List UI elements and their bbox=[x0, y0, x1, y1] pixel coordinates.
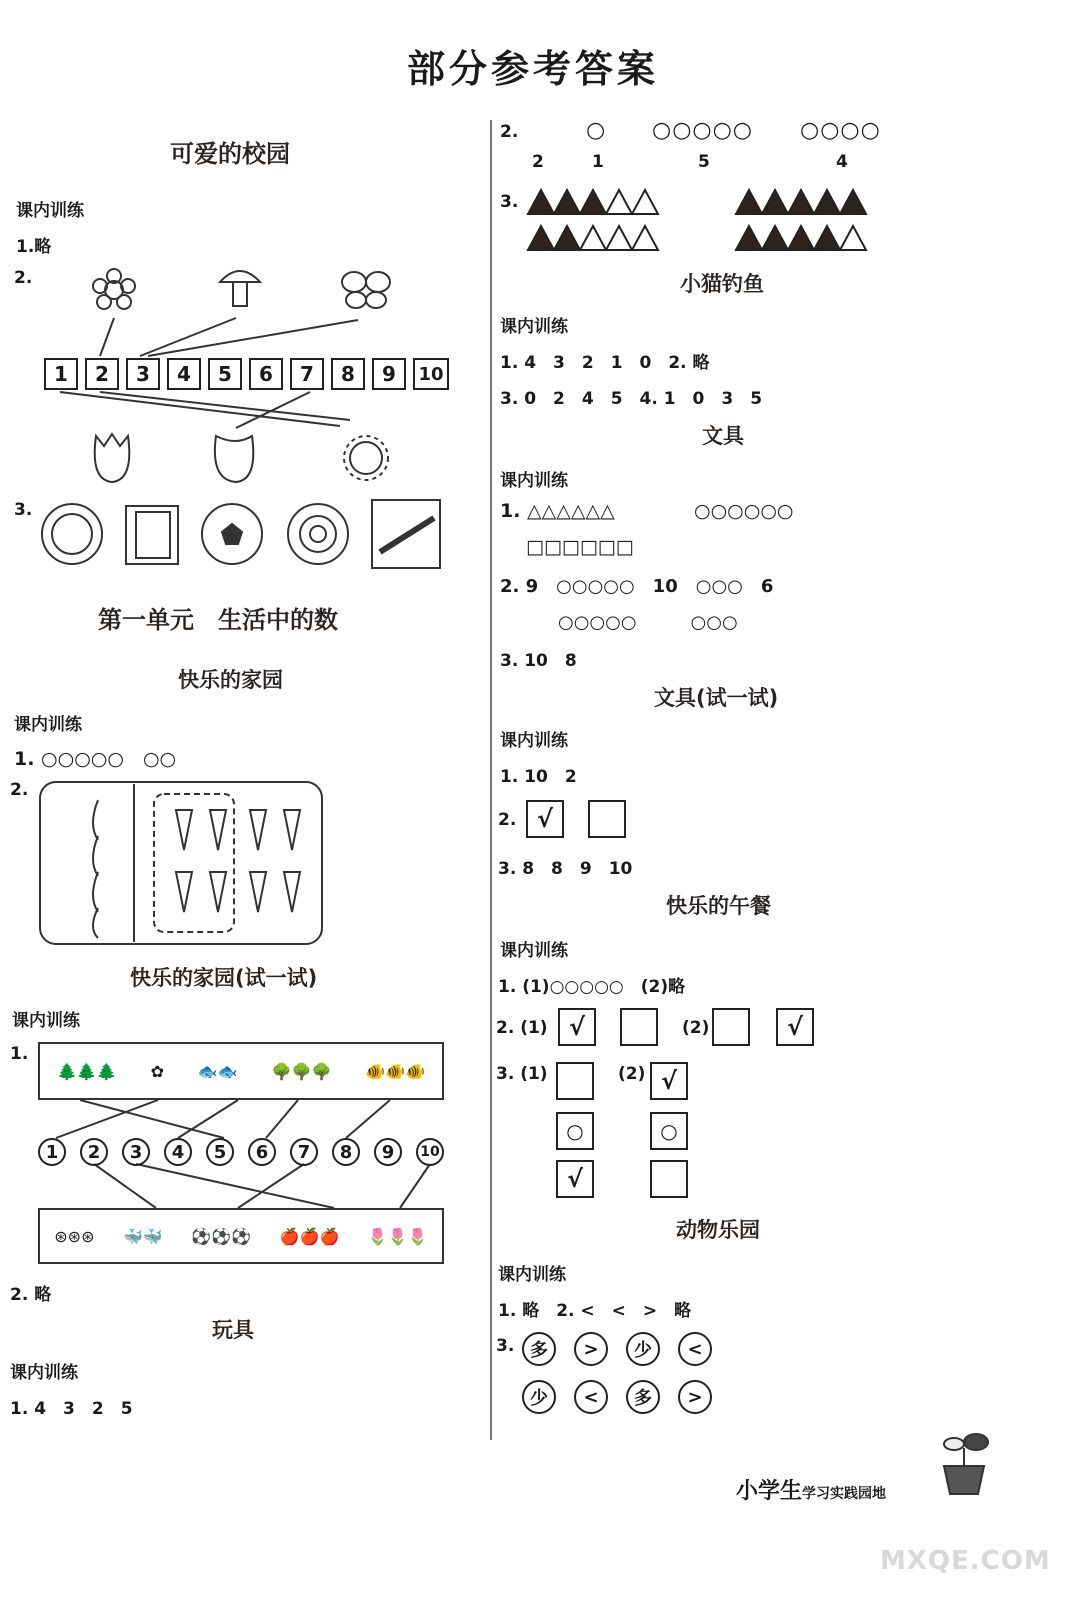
butterfly-icon bbox=[342, 272, 366, 292]
answer-number: 1 bbox=[592, 152, 604, 172]
answer-line: 3. 10 8 bbox=[500, 651, 577, 671]
compare-circle: > bbox=[678, 1380, 712, 1414]
picture-row-bottom bbox=[38, 1208, 444, 1264]
answer-line: ○○○○○○ bbox=[694, 500, 794, 522]
circle-group: ○○○○○ bbox=[652, 118, 753, 143]
checkbox-empty bbox=[588, 800, 626, 838]
section-title-kitten-fishing: 小猫钓鱼 bbox=[680, 272, 764, 296]
picture-row-top bbox=[38, 1042, 444, 1100]
answer-number: 5 bbox=[698, 152, 710, 172]
subheading: 课内训练 bbox=[500, 471, 568, 491]
subheading: 课内训练 bbox=[12, 1011, 80, 1031]
checkbox-empty bbox=[556, 1062, 594, 1100]
number-box: 9 bbox=[372, 358, 406, 390]
answer-line: 1. (1)○○○○○ (2)略 bbox=[498, 977, 686, 997]
ball-icon: ⚽⚽⚽ bbox=[191, 1226, 252, 1246]
number-box: 8 bbox=[331, 358, 365, 390]
section-title-home: 快乐的家园 bbox=[178, 668, 283, 692]
tulip-icon bbox=[95, 434, 130, 482]
circled-number: 9 bbox=[374, 1138, 402, 1166]
number-box: 4 bbox=[167, 358, 201, 390]
answer-line: 1.略 bbox=[16, 237, 52, 257]
circle-group: ○○○○ bbox=[800, 118, 881, 143]
answer-line: 1. ○○○○○ ○○ bbox=[14, 748, 177, 770]
compare-row-1 bbox=[522, 1332, 712, 1366]
answer-label: (2) bbox=[682, 1018, 710, 1038]
circled-number: 8 bbox=[332, 1138, 360, 1166]
brand-subtitle: 学习实践园地 bbox=[802, 1486, 887, 1502]
number-box-row bbox=[44, 358, 449, 390]
section-title-lunch: 快乐的午餐 bbox=[666, 894, 771, 918]
answer-line: 1. bbox=[10, 1044, 29, 1064]
section-title-toys: 玩具 bbox=[212, 1318, 254, 1342]
answer-line: 1. △△△△△△ bbox=[500, 500, 615, 522]
answer-line: 3. bbox=[496, 1336, 515, 1356]
apple-icon: 🍎🍎🍎 bbox=[279, 1226, 340, 1246]
triangle-row-1b bbox=[736, 190, 866, 214]
pepper-carrot-figure bbox=[38, 780, 324, 948]
subheading: 课内训练 bbox=[14, 715, 82, 735]
answer-line: 2. bbox=[500, 122, 519, 142]
number-box: 6 bbox=[249, 358, 283, 390]
tree-icon: 🌳🌳🌳 bbox=[271, 1061, 332, 1081]
whale-icon: 🐳🐳 bbox=[122, 1226, 163, 1246]
answer-line: 2. (1) bbox=[496, 1018, 548, 1038]
brand-name: 小学生 bbox=[736, 1479, 803, 1504]
answer-line: 2. 9 ○○○○○ 10 ○○○ 6 bbox=[500, 576, 774, 597]
subheading: 课内训练 bbox=[500, 317, 568, 337]
answer-line: 3. bbox=[500, 192, 519, 212]
flower-icon: ✿ bbox=[150, 1061, 164, 1081]
bud-icon bbox=[215, 436, 253, 482]
answer-line: 3. 0 2 4 5 4. 1 0 3 5 bbox=[500, 389, 763, 409]
column-divider bbox=[490, 120, 492, 1440]
answer-line: 2. bbox=[498, 810, 517, 830]
section-title-zoo: 动物乐园 bbox=[676, 1218, 760, 1242]
circled-number-row bbox=[38, 1138, 444, 1166]
sun-icon bbox=[350, 442, 382, 474]
answer-line: 3. (1) bbox=[496, 1064, 548, 1084]
compare-circle: > bbox=[574, 1332, 608, 1366]
answer-line: ○○○○○ ○○○ bbox=[558, 612, 738, 633]
section-title-home-try: 快乐的家园(试一试) bbox=[130, 966, 318, 990]
pepper-icon bbox=[93, 800, 98, 938]
compare-circle: < bbox=[574, 1380, 608, 1414]
checkbox-checked: √ bbox=[526, 800, 564, 838]
answer-line: 1. 10 2 bbox=[500, 767, 577, 787]
number-box: 5 bbox=[208, 358, 242, 390]
unit-title: 第一单元 生活中的数 bbox=[98, 606, 338, 634]
circled-number: 2 bbox=[80, 1138, 108, 1166]
compare-row-2 bbox=[522, 1380, 712, 1414]
compare-circle: 少 bbox=[522, 1380, 556, 1414]
checkbox-empty bbox=[650, 1160, 688, 1198]
checkbox-circle: ○ bbox=[556, 1112, 594, 1150]
plant-pot-icon bbox=[936, 1432, 992, 1496]
compare-circle: 少 bbox=[626, 1332, 660, 1366]
number-box: 7 bbox=[290, 358, 324, 390]
answer-line: 3. 8 8 9 10 bbox=[498, 859, 633, 879]
circled-number: 3 bbox=[122, 1138, 150, 1166]
carrot-icon bbox=[176, 810, 226, 912]
fish-icon: 🐠🐠🐠 bbox=[365, 1061, 426, 1081]
footer-brand bbox=[736, 1474, 886, 1505]
circled-objects-figure bbox=[40, 498, 450, 574]
plant-icon: 🌷🌷🌷 bbox=[367, 1226, 428, 1246]
number-box: 3 bbox=[126, 358, 160, 390]
page-title: 部分参考答案 bbox=[406, 47, 659, 91]
circled-number: 4 bbox=[164, 1138, 192, 1166]
circled-number: 10 bbox=[416, 1138, 444, 1166]
subheading: 课内训练 bbox=[500, 731, 568, 751]
triangle-row-2a bbox=[528, 226, 658, 250]
checkbox-checked: √ bbox=[776, 1008, 814, 1046]
subheading: 课内训练 bbox=[498, 1265, 566, 1285]
answer-line: 1. 4 3 2 5 bbox=[10, 1399, 133, 1419]
triangle-row-2b bbox=[736, 226, 866, 250]
checkbox-checked: √ bbox=[650, 1062, 688, 1100]
compare-circle: < bbox=[678, 1332, 712, 1366]
compare-circle: 多 bbox=[522, 1332, 556, 1366]
watermark: MXQE.COM bbox=[880, 1546, 1051, 1576]
checkbox-empty bbox=[620, 1008, 658, 1046]
answer-line: 2. bbox=[14, 268, 33, 288]
fish-icon: 🐟🐟 bbox=[197, 1061, 238, 1081]
checkbox-checked: √ bbox=[558, 1008, 596, 1046]
section-title-stationery-try: 文具(试一试) bbox=[654, 686, 779, 710]
mushroom-icon bbox=[220, 271, 260, 282]
circle-group: ○ bbox=[586, 118, 607, 143]
subheading: 课内训练 bbox=[500, 941, 568, 961]
section-title-campus: 可爱的校园 bbox=[170, 140, 290, 168]
answer-number: 4 bbox=[836, 152, 848, 172]
answer-label: (2) bbox=[618, 1064, 646, 1084]
answer-number: 2 bbox=[532, 152, 544, 172]
circled-number: 7 bbox=[290, 1138, 318, 1166]
checkbox-empty bbox=[712, 1008, 750, 1046]
number-box: 10 bbox=[413, 358, 449, 390]
triangle-answer-figure bbox=[526, 188, 876, 254]
checkbox-checked: √ bbox=[556, 1160, 594, 1198]
subheading: 课内训练 bbox=[10, 1363, 78, 1383]
number-box: 2 bbox=[85, 358, 119, 390]
triangle-row-1a bbox=[528, 190, 658, 214]
answer-line: 3. bbox=[14, 500, 33, 520]
circled-number: 1 bbox=[38, 1138, 66, 1166]
checkbox-circle: ○ bbox=[650, 1112, 688, 1150]
wheel-icon: ⊛⊛⊛ bbox=[54, 1226, 95, 1246]
answer-line: 2. bbox=[10, 780, 29, 800]
answer-line: 1. 略 2. < < > 略 bbox=[498, 1301, 692, 1321]
answer-line: 2. 略 bbox=[10, 1285, 52, 1305]
answer-line: □□□□□□ bbox=[526, 536, 634, 558]
compare-circle: 多 bbox=[626, 1380, 660, 1414]
subheading: 课内训练 bbox=[16, 201, 84, 221]
answer-line: 1. 4 3 2 1 0 2. 略 bbox=[500, 353, 710, 373]
number-box: 1 bbox=[44, 358, 78, 390]
tree-icon: 🌲🌲🌲 bbox=[56, 1061, 117, 1081]
circled-number: 6 bbox=[248, 1138, 276, 1166]
lollipop-icon bbox=[288, 504, 348, 564]
section-title-stationery: 文具 bbox=[702, 424, 744, 448]
circled-number: 5 bbox=[206, 1138, 234, 1166]
